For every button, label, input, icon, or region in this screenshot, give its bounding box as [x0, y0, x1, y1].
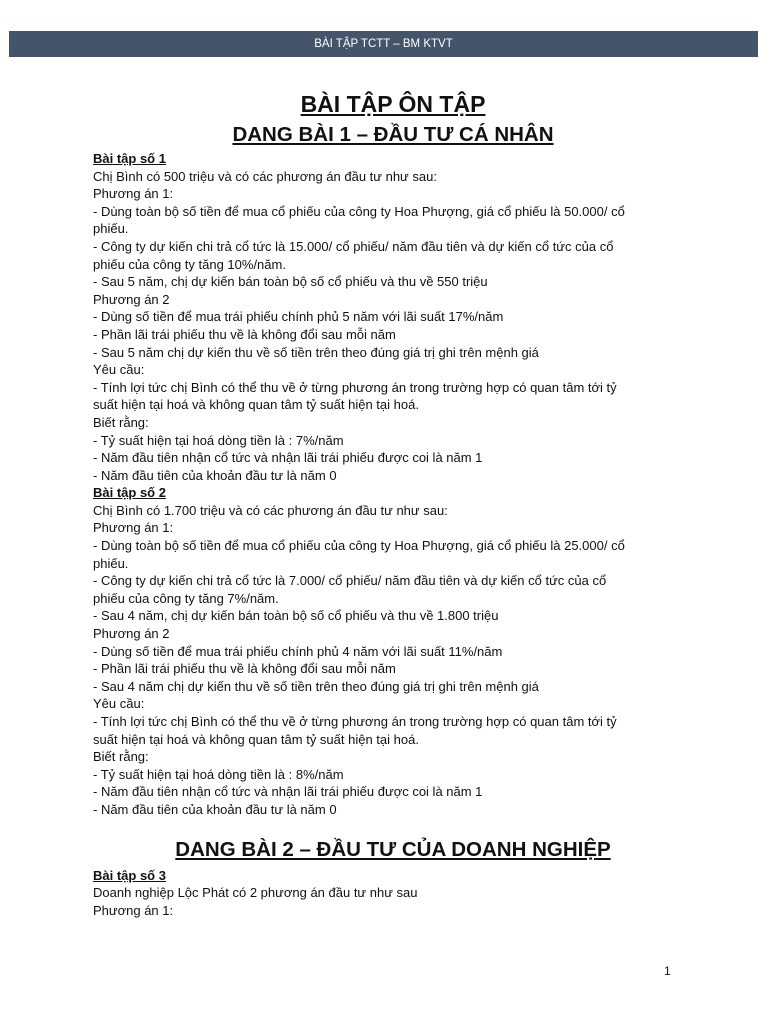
text-line: - Sau 5 năm, chị dự kiến bán toàn bộ số cổ phiếu và thu về 550 triệu — [93, 274, 488, 290]
text-line: Chị Bình có 1.700 triệu và có các phương án đầu tư như sau: — [93, 502, 448, 518]
text-line: - Phần lãi trái phiếu thu về là không đổi sau mỗi năm — [93, 661, 396, 677]
text-line: - Sau 4 năm, chị dự kiến bán toàn bộ số cổ phiếu và thu về 1.800 triệu — [93, 608, 499, 624]
text-line: - Tỷ suất hiện tại hoá dòng tiền là : 8%/năm — [93, 766, 344, 782]
text-line: - Dùng toàn bộ số tiền để mua cổ phiếu của công ty Hoa Phượng, giá cổ phiếu là 25.000/ cổ — [93, 538, 625, 554]
exercise-heading: Bài tập số 1 — [93, 151, 166, 166]
section-2-lines — [93, 867, 693, 920]
text-line: Biết rằng: — [93, 749, 149, 765]
text-line: suất hiện tại hoá và không quan tâm tỷ suất hiện tại hoá. — [93, 731, 419, 747]
text-line: - Dùng toàn bộ số tiền để mua cổ phiếu của công ty Hoa Phượng, giá cổ phiếu là 50.000/ cổ — [93, 203, 625, 219]
text-line: Biết rằng: — [93, 414, 149, 430]
text-line: - Năm đầu tiên nhận cổ tức và nhận lãi trái phiếu được coi là năm 1 — [93, 450, 483, 466]
text-line: - Dùng số tiền để mua trái phiếu chính phủ 5 năm với lãi suất 17%/năm — [93, 309, 504, 325]
text-line: Phương án 1: — [93, 186, 174, 202]
text-line: - Tính lợi tức chị Bình có thể thu về ở từng phương án trong trường hợp có quan tâm tới tỷ — [93, 714, 617, 729]
text-line: Phương án 1: — [93, 520, 174, 536]
header-text: BÀI TẬP TCTT – BM KTVT — [314, 38, 453, 50]
text-line: - Công ty dự kiến chi trả cổ tức là 15.000/ cổ phiếu/ năm đầu tiên và dự kiến cổ tức của cổ — [93, 238, 614, 254]
page-number: 1 — [664, 964, 671, 978]
text-line: - Sau 5 năm chị dự kiến thu về số tiền trên theo đúng giá trị ghi trên mệnh giá — [93, 344, 539, 360]
text-line: phiếu của công ty tăng 10%/năm. — [93, 256, 286, 272]
text-line: Chị Bình có 500 triệu và có các phương án đầu tư như sau: — [93, 168, 437, 184]
text-line: - Năm đầu tiên của khoản đầu tư là năm 0 — [93, 801, 337, 817]
text-line: - Năm đầu tiên của khoản đầu tư là năm 0 — [93, 467, 337, 483]
text-line: Phương án 2 — [93, 291, 170, 307]
document-title — [93, 88, 693, 120]
text-line: - Năm đầu tiên nhận cổ tức và nhận lãi trái phiếu được coi là năm 1 — [93, 784, 483, 800]
document-body — [93, 88, 693, 919]
text-line: - Dùng số tiền để mua trái phiếu chính phủ 4 năm với lãi suất 11%/năm — [93, 643, 503, 659]
text-line: phiếu của công ty tăng 7%/năm. — [93, 590, 279, 606]
text-line: phiếu. — [93, 555, 129, 571]
text-line: suất hiện tại hoá và không quan tâm tỷ suất hiện tại hoá. — [93, 397, 419, 413]
page-header — [9, 31, 758, 57]
section-2-heading: DANG BÀI 2 – ĐẦU TƯ CỦA DOANH NGHIỆP — [175, 837, 611, 861]
text-line: - Tính lợi tức chị Bình có thể thu về ở từng phương án trong trường hợp có quan tâm tới tỷ — [93, 379, 617, 395]
exercise-heading: Bài tập số 2 — [93, 485, 166, 501]
text-line: - Công ty dự kiến chi trả cổ tức là 7.000/ cổ phiếu/ năm đầu tiên và dự kiến cổ tức của cổ — [93, 573, 607, 589]
text-line: Doanh nghiệp Lộc Phát có 2 phương án đầu tư như sau — [93, 885, 418, 901]
text-line: Phương án 1: — [93, 902, 174, 918]
text-line: Yêu cầu: — [93, 696, 145, 712]
text-line: - Phần lãi trái phiếu thu về là không đổi sau mỗi năm — [93, 326, 396, 342]
text-line: - Sau 4 năm chị dự kiến thu về số tiền trên theo đúng giá trị ghi trên mệnh giá — [93, 678, 539, 694]
text-line: Phương án 2 — [93, 626, 170, 642]
exercise-heading: Bài tập số 3 — [93, 867, 166, 883]
text-line: Yêu cầu: — [93, 362, 145, 378]
section-1-heading: DANG BÀI 1 – ĐẦU TƯ CÁ NHÂN — [232, 123, 554, 146]
document-title-text: BÀI TẬP ÔN TẬP — [300, 91, 486, 117]
text-line: phiếu. — [93, 221, 129, 237]
section-1-lines — [93, 150, 693, 819]
text-line: - Tỷ suất hiện tại hoá dòng tiền là : 7%/năm — [93, 432, 344, 448]
